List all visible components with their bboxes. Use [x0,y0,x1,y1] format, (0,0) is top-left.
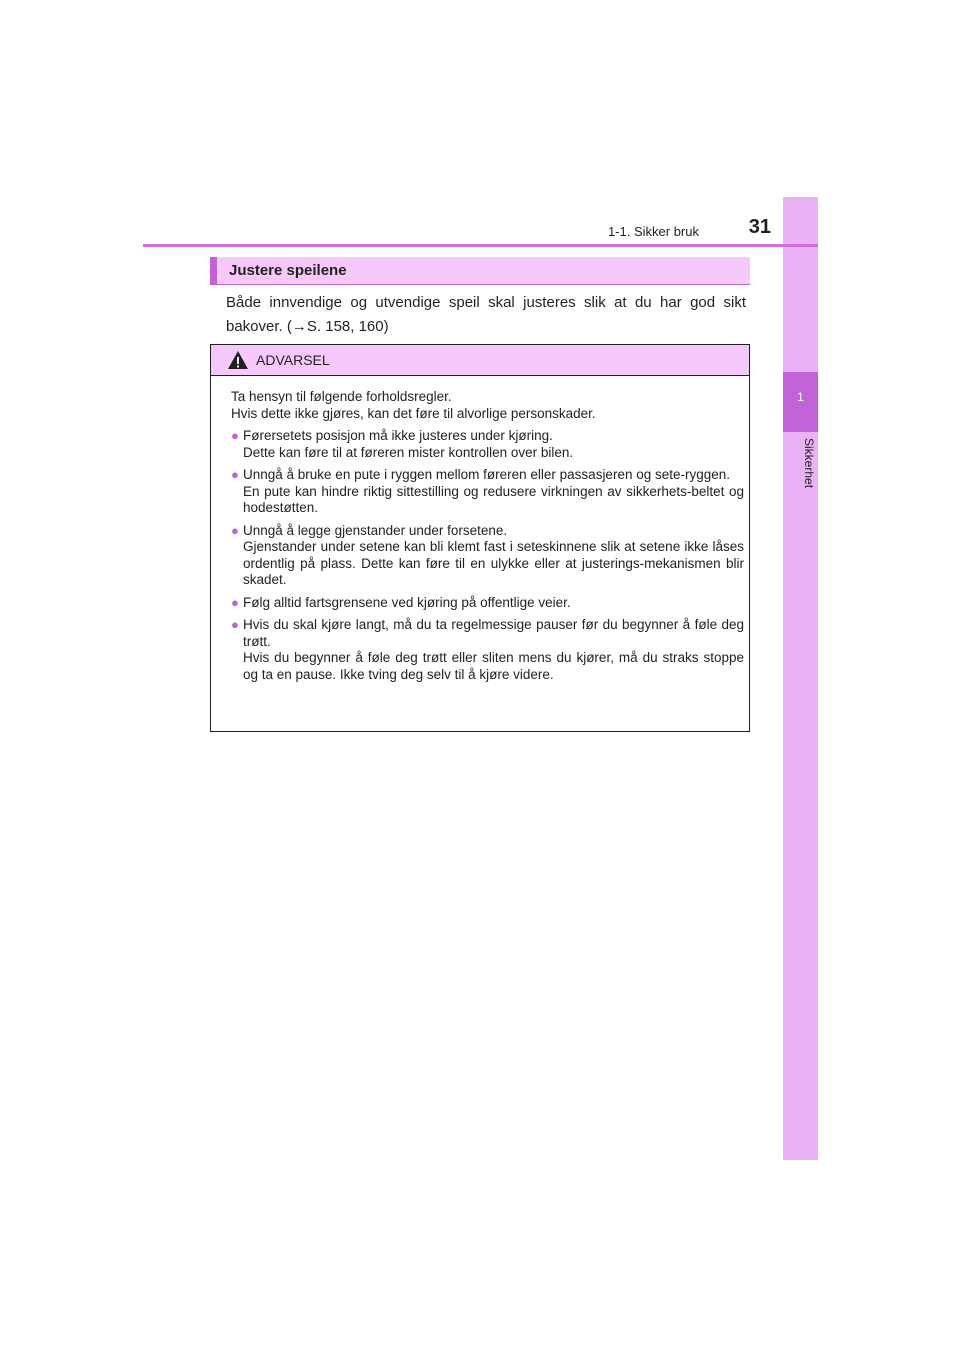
warning-intro-line: Ta hensyn til følgende forholdsregler. [231,389,452,404]
warning-item-line: Hvis du skal kjøre langt, må du ta regelmessige pauser før du begynner å føle deg trøtt. [243,617,744,649]
chapter-side-tab [783,197,818,1160]
warning-item-line: Hvis du begynner å føle deg trøtt eller sliten mens du kjører, må du straks stoppe og ta en pause. Ikke tving deg selv til å kjøre videre. [243,650,744,682]
warning-intro-line: Hvis dette ikke gjøres, kan det føre til alvorlige personskader. [231,405,596,421]
chapter-label: Sikkerhet [802,438,816,489]
warning-item-line: Unngå å bruke en pute i ryggen mellom føreren eller passasjeren og sete-ryggen. [243,467,731,482]
page-number: 31 [748,216,771,238]
bullet-icon: ● [231,617,239,632]
warning-item [231,595,744,612]
warning-item [231,467,744,517]
warning-item-line: Dette kan føre til at føreren mister kontrollen over bilen. [243,444,574,460]
warning-item-line: Gjenstander under setene kan bli klemt fast i seteskinnene slik at setene ikke låses ordentlig på plass. Dette kan føre til en ulykke eller at justerings-mekanismen blir skadet. [243,539,744,587]
bullet-icon: ● [231,522,239,538]
page-header [143,214,783,244]
warning-header [211,345,749,376]
warning-item [231,617,744,683]
warning-item-line: Unngå å legge gjenstander under forsetene. [243,522,508,538]
intro-page-reference: (→S. 158, 160) [286,318,389,335]
warning-title: ADVARSEL [256,352,330,368]
section-heading [210,257,750,285]
intro-paragraph [226,291,746,339]
intro-text: Både innvendige og utvendige speil skal justeres slik at du har god sikt bakover. [226,294,746,335]
warning-box [210,344,750,732]
header-section-title: 1-1. Sikker bruk [607,224,699,239]
section-heading-text: Justere speilene [229,262,347,279]
warning-item-line: Følg alltid fartsgrensene ved kjøring på offentlige veier. [243,594,571,610]
warning-item-line: En pute kan hindre riktig sittestilling og redusere virkningen av sikkerhets-beltet og hodestøtten. [243,483,744,515]
bullet-icon: ● [231,467,239,482]
bullet-icon: ● [231,428,239,443]
header-rule [143,244,818,247]
chapter-number: 1 [797,390,804,404]
warning-item [231,523,744,589]
warning-triangle-icon [227,350,249,370]
warning-item-line: Førersetets posisjon må ikke justeres under kjøring. [243,428,553,443]
warning-item [231,428,744,461]
bullet-icon: ● [231,594,239,610]
warning-body [231,389,744,683]
